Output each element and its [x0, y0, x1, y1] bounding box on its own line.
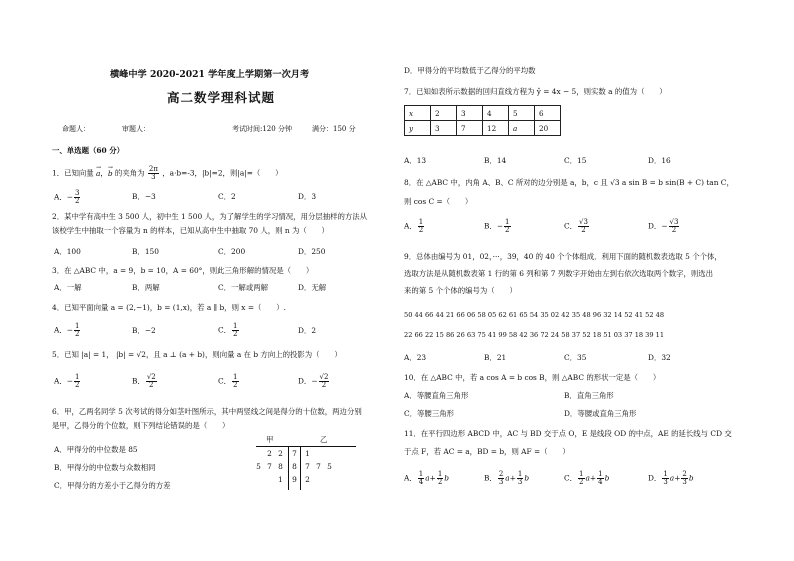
q9-line-2: 选取方法是从随机数表第 1 行的第 6 列和第 7 列数字开始由左到右依次选取两个数字，则选出 [404, 269, 714, 278]
stem-row-9-left: 1 [278, 475, 283, 484]
q1-text-a: 1．已知向量 [52, 168, 94, 178]
table-cell: 6 [535, 106, 561, 121]
stem-row-8-stem: 8 [292, 462, 297, 471]
q5-option-d[interactable]: D．− $\frac{√2}{2}$ [298, 373, 329, 389]
q7-option-c[interactable]: C．15 [564, 156, 587, 165]
q5-option-b[interactable]: B． $\frac{√2}{2}$ [132, 373, 156, 389]
q10-option-b[interactable]: B．直角三角形 [564, 391, 614, 400]
q5-option-c[interactable]: C． $\frac{1}{2}$ [218, 373, 238, 389]
q11-option-d[interactable]: D． $\frac{1}{3}$ a+ $\frac{2}{3}$ b [648, 470, 694, 486]
q8-option-c[interactable]: C． $\frac{√3}{2}$ [564, 218, 588, 234]
q2-option-b[interactable]: B．150 [132, 247, 159, 256]
q8-line-1: 8．在 △ABC 中，内角 A、B、C 所对的边分别是 a，b，c 且 √3 a sin B = b sin(B + C) tan C， [404, 178, 734, 187]
q3-option-a[interactable]: A．一解 [54, 283, 82, 292]
q6-line-2: 是甲，乙得分的个位数，则下列结论错误的是（ ） [52, 421, 230, 430]
q11-option-a[interactable]: A． $\frac{1}{4}$ a+ $\frac{1}{2}$ b [404, 470, 450, 486]
q7-option-a[interactable]: A．13 [404, 156, 427, 165]
q7-option-b[interactable]: B．14 [484, 156, 507, 165]
q4-text: 4．已知平面向量 a = (2,−1)，b = (1,x)，若 a ∥ b，则 x =（ ）. [52, 303, 286, 312]
full-score: 满分：150 分 [312, 125, 356, 133]
table-cell: 3 [431, 121, 457, 136]
q9-line-3: 来的第 5 个个体的编号为（ ） [404, 286, 517, 295]
random-number-row-1: 50 44 66 44 21 66 06 58 05 62 61 65 54 35 02 42 35 48 96 32 14 52 41 52 48 [404, 311, 665, 319]
stem-row-7-left: 2 2 [267, 449, 283, 458]
q10-option-c[interactable]: C．等腰三角形 [404, 409, 454, 418]
table-cell: x [405, 106, 431, 121]
table-cell: y [405, 121, 431, 136]
stem-row-9-stem: 9 [292, 475, 297, 484]
q1-option-d[interactable]: D．3 [298, 192, 317, 201]
table-cell: 3 [457, 106, 483, 121]
q9-option-c[interactable]: C．35 [564, 353, 587, 362]
q9-option-b[interactable]: B．21 [484, 353, 507, 362]
stem-head-right: 乙 [320, 435, 328, 444]
q6-option-a[interactable]: A．甲得分的中位数是 85 [54, 445, 138, 454]
q3-option-c[interactable]: C．一解或两解 [218, 283, 268, 292]
table-row [405, 121, 561, 136]
table-cell: 7 [457, 121, 483, 136]
q1-text-b: 的夹角为 [114, 168, 145, 178]
stem-head-left: 甲 [266, 435, 274, 444]
q7-data-table [404, 105, 561, 136]
table-cell: 4 [483, 106, 509, 121]
q8-option-b[interactable]: B．− $\frac{1}{2}$ [484, 218, 510, 234]
q8-option-d[interactable]: D．− $\frac{√3}{2}$ [648, 218, 679, 234]
q2-line-2: 该校学生中抽取一个容量为 n 的样本，已知从高中生中抽取 70 人，则 n 为（ ） [52, 226, 329, 235]
q5-option-a[interactable]: A．− $\frac{1}{2}$ [54, 373, 80, 389]
random-number-row-2: 22 66 22 15 86 26 63 75 41 99 58 42 36 72 24 58 37 52 18 51 03 37 18 39 11 [404, 331, 665, 339]
table-cell: 20 [535, 121, 561, 136]
author-label: 命题人： [62, 125, 90, 133]
exam-time: 考试时间:120 分钟 [232, 125, 292, 133]
q8-option-a[interactable]: A． $\frac{1}{2}$ [404, 218, 424, 234]
stem-leaf-plot [242, 435, 392, 495]
q2-option-c[interactable]: C．200 [218, 247, 246, 256]
reviewer-label: 审题人： [122, 125, 150, 133]
q10-option-a[interactable]: A．等腰直角三角形 [404, 391, 469, 400]
vector-b: → b [108, 169, 113, 179]
q9-option-a[interactable]: A．23 [404, 353, 427, 362]
stem-row-8-left: 5 7 8 [256, 462, 283, 471]
q1-option-b[interactable]: B．−3 [132, 192, 156, 201]
q9-option-d[interactable]: D．32 [648, 353, 671, 362]
stem-divider-right [300, 446, 301, 490]
q8-line-2: 则 cos C =（ ） [404, 197, 473, 206]
vector-a: → a [96, 169, 100, 179]
school-header: 横峰中学 2020-2021 学年度上学期第一次月考 [110, 69, 310, 80]
q6-option-b[interactable]: B．甲得分的中位数与众数相同 [54, 463, 156, 472]
stem-row-9-right: 2 [305, 475, 310, 484]
q4-option-c[interactable]: C． $\frac{1}{2}$ [218, 322, 238, 338]
q5-text: 5．已知 |a| = 1， |b| = √2，且 a ⊥ (a + b)，则向量 a 在 b 方向上的投影为（ ） [52, 350, 342, 359]
stem-row-7-stem: 7 [292, 449, 297, 458]
q10-text: 10．在 △ABC 中，若 a cos A = b cos B，则 △ABC 的形状一定是（ ） [404, 373, 661, 382]
table-cell: 5 [509, 106, 535, 121]
table-cell: 12 [483, 121, 509, 136]
q7-text: 7．已知如表所示数据的回归直线方程为 ŷ = 4x − 5，则实数 a 的值为（ ） [404, 87, 667, 96]
q1-angle-fraction: $\frac{2\pi}{3}$ [148, 165, 158, 181]
q10-option-d[interactable]: D．等腰或直角三角形 [564, 409, 637, 418]
q3-option-b[interactable]: B．两解 [132, 283, 160, 292]
question-1: 1．已知向量 → a，→ b 的夹角为 $\frac{2\pi}{3}$ ，a·b=-3，|b|=2，则|a|=（ ） [52, 166, 282, 181]
table-cell: 2 [431, 106, 457, 121]
q2-option-d[interactable]: D．250 [298, 247, 326, 256]
q11-option-c[interactable]: C． $\frac{1}{2}$ a+ $\frac{1}{4}$ b [564, 470, 610, 486]
q11-option-b[interactable]: B． $\frac{2}{3}$ a+ $\frac{1}{3}$ b [484, 470, 530, 486]
table-row [405, 106, 561, 121]
q3-option-d[interactable]: D．无解 [298, 283, 327, 292]
section-heading: 一、单选题（60 分） [52, 146, 124, 155]
q2-option-a[interactable]: A．100 [54, 247, 81, 256]
q9-line-1: 9．总体由编号为 01，02，···，39，40 的 40 个个体组成．利用下面的随机数表选取 5 个个体， [404, 252, 722, 261]
q7-option-d[interactable]: D．16 [648, 156, 671, 165]
q1-option-a[interactable]: A．− $\frac{3}{2}$ [54, 189, 80, 205]
stem-head-rule [256, 446, 356, 447]
stem-row-7-right: 1 [305, 449, 310, 458]
q6-option-c[interactable]: C．甲得分的方差小于乙得分的方差 [54, 481, 171, 490]
q1-option-c[interactable]: C．2 [218, 192, 236, 201]
q4-option-d[interactable]: D．2 [298, 326, 317, 335]
q2-line-1: 2．某中学有高中生 3 500 人，初中生 1 500 人，为了解学生的学习情况，用分层抽样的方法从 [52, 212, 368, 221]
q11-line-2: 于点 F，若 AC = a，BD = b，则 AF =（ ） [404, 447, 570, 456]
q11-line-1: 11．在平行四边形 ABCD 中，AC 与 BD 交于点 O，E 是线段 OD 的中点，AE 的延长线与 CD 交 [404, 429, 732, 438]
q3-text: 3．在 △ABC 中，a = 9，b = 10，A = 60°，则此三角形解的情况是（ ） [52, 266, 314, 275]
table-cell: a [509, 121, 535, 136]
q6-option-d[interactable]: D．甲得分的平均数低于乙得分的平均数 [404, 66, 536, 75]
stem-row-8-right: 7 7 5 [305, 462, 332, 471]
q4-option-b[interactable]: B．−2 [132, 326, 156, 335]
q1-text-c: ，a·b=-3，|b|=2，则|a|=（ ） [162, 168, 283, 178]
q6-line-1: 6．甲，乙两名同学 5 次考试的得分如茎叶图所示，其中两竖线之间是得分的十位数，两边分别 [52, 407, 362, 416]
exam-title: 高二数学理科试题 [167, 90, 276, 105]
q4-option-a[interactable]: A．− $\frac{1}{2}$ [54, 322, 80, 338]
